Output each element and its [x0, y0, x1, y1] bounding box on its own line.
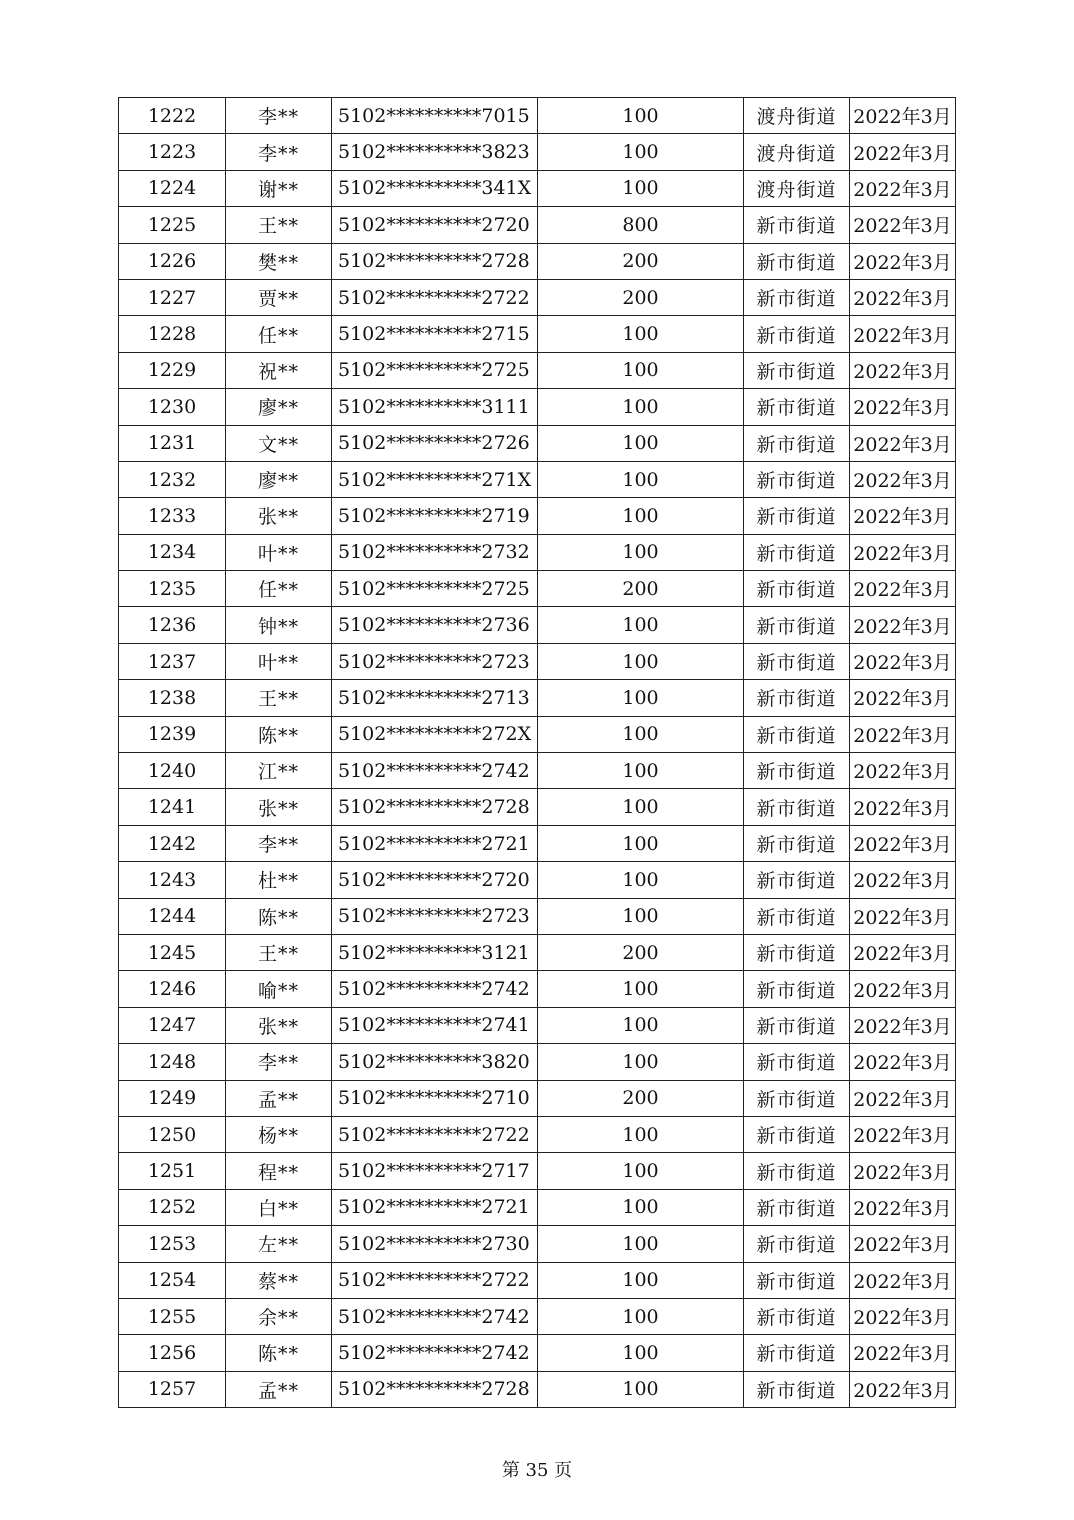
street-cell: 新市街道: [744, 1080, 850, 1116]
id-number-cell: 5102**********2742: [332, 971, 538, 1007]
amount-cell: 100: [538, 134, 744, 170]
street-cell: 新市街道: [744, 1226, 850, 1262]
amount-cell: 800: [538, 207, 744, 243]
street-cell: 新市街道: [744, 789, 850, 825]
id-number-cell: 5102**********2717: [332, 1153, 538, 1189]
id-number-cell: 5102**********2728: [332, 243, 538, 279]
name-cell: 孟**: [226, 1080, 332, 1116]
table-row: [119, 862, 956, 898]
row-number-cell: 1242: [119, 825, 226, 861]
amount-cell: 100: [538, 898, 744, 934]
date-cell: 2022年3月: [850, 825, 956, 861]
row-number-cell: 1223: [119, 134, 226, 170]
street-cell: 渡舟街道: [744, 170, 850, 206]
id-number-cell: 5102**********2742: [332, 753, 538, 789]
id-number-cell: 5102**********2725: [332, 352, 538, 388]
id-number-cell: 5102**********2721: [332, 825, 538, 861]
date-cell: 2022年3月: [850, 1007, 956, 1043]
amount-cell: 200: [538, 571, 744, 607]
row-number-cell: 1254: [119, 1262, 226, 1298]
id-number-cell: 5102**********7015: [332, 98, 538, 134]
row-number-cell: 1230: [119, 389, 226, 425]
id-number-cell: 5102**********272X: [332, 716, 538, 752]
row-number-cell: 1232: [119, 461, 226, 497]
date-cell: 2022年3月: [850, 461, 956, 497]
street-cell: 新市街道: [744, 1335, 850, 1371]
table-row: [119, 243, 956, 279]
name-cell: 樊**: [226, 243, 332, 279]
table-row: [119, 498, 956, 534]
row-number-cell: 1247: [119, 1007, 226, 1043]
street-cell: 新市街道: [744, 461, 850, 497]
amount-cell: 100: [538, 1335, 744, 1371]
row-number-cell: 1239: [119, 716, 226, 752]
date-cell: 2022年3月: [850, 170, 956, 206]
street-cell: 新市街道: [744, 1153, 850, 1189]
name-cell: 白**: [226, 1189, 332, 1225]
date-cell: 2022年3月: [850, 425, 956, 461]
table-row: [119, 170, 956, 206]
table-row: [119, 1044, 956, 1080]
id-number-cell: 5102**********2722: [332, 1262, 538, 1298]
amount-cell: 200: [538, 1080, 744, 1116]
street-cell: 新市街道: [744, 1007, 850, 1043]
date-cell: 2022年3月: [850, 1298, 956, 1334]
row-number-cell: 1250: [119, 1116, 226, 1152]
date-cell: 2022年3月: [850, 1189, 956, 1225]
name-cell: 喻**: [226, 971, 332, 1007]
name-cell: 张**: [226, 498, 332, 534]
table-row: [119, 680, 956, 716]
street-cell: 新市街道: [744, 1189, 850, 1225]
row-number-cell: 1256: [119, 1335, 226, 1371]
table-row: [119, 898, 956, 934]
street-cell: 新市街道: [744, 498, 850, 534]
date-cell: 2022年3月: [850, 643, 956, 679]
date-cell: 2022年3月: [850, 1226, 956, 1262]
table-row: [119, 607, 956, 643]
name-cell: 杨**: [226, 1116, 332, 1152]
row-number-cell: 1226: [119, 243, 226, 279]
name-cell: 谢**: [226, 170, 332, 206]
id-number-cell: 5102**********2720: [332, 207, 538, 243]
id-number-cell: 5102**********2736: [332, 607, 538, 643]
amount-cell: 200: [538, 243, 744, 279]
street-cell: 新市街道: [744, 643, 850, 679]
street-cell: 新市街道: [744, 534, 850, 570]
street-cell: 新市街道: [744, 352, 850, 388]
amount-cell: 100: [538, 316, 744, 352]
street-cell: 新市街道: [744, 571, 850, 607]
street-cell: 新市街道: [744, 207, 850, 243]
street-cell: 新市街道: [744, 971, 850, 1007]
name-cell: 蔡**: [226, 1262, 332, 1298]
street-cell: 新市街道: [744, 862, 850, 898]
id-number-cell: 5102**********271X: [332, 461, 538, 497]
table-row: [119, 461, 956, 497]
id-number-cell: 5102**********3823: [332, 134, 538, 170]
name-cell: 杜**: [226, 862, 332, 898]
id-number-cell: 5102**********2742: [332, 1335, 538, 1371]
row-number-cell: 1243: [119, 862, 226, 898]
row-number-cell: 1229: [119, 352, 226, 388]
id-number-cell: 5102**********2713: [332, 680, 538, 716]
street-cell: 新市街道: [744, 279, 850, 315]
name-cell: 贾**: [226, 279, 332, 315]
table-row: [119, 534, 956, 570]
row-number-cell: 1227: [119, 279, 226, 315]
street-cell: 新市街道: [744, 898, 850, 934]
name-cell: 叶**: [226, 534, 332, 570]
row-number-cell: 1241: [119, 789, 226, 825]
id-number-cell: 5102**********2730: [332, 1226, 538, 1262]
street-cell: 新市街道: [744, 1262, 850, 1298]
table-row: [119, 971, 956, 1007]
row-number-cell: 1257: [119, 1371, 226, 1407]
name-cell: 王**: [226, 207, 332, 243]
subsidy-table: [118, 97, 956, 1408]
amount-cell: 100: [538, 607, 744, 643]
street-cell: 新市街道: [744, 825, 850, 861]
table-row: [119, 789, 956, 825]
id-number-cell: 5102**********2732: [332, 534, 538, 570]
row-number-cell: 1225: [119, 207, 226, 243]
street-cell: 新市街道: [744, 389, 850, 425]
amount-cell: 100: [538, 352, 744, 388]
street-cell: 新市街道: [744, 1044, 850, 1080]
name-cell: 李**: [226, 98, 332, 134]
name-cell: 张**: [226, 1007, 332, 1043]
date-cell: 2022年3月: [850, 207, 956, 243]
name-cell: 张**: [226, 789, 332, 825]
amount-cell: 100: [538, 716, 744, 752]
date-cell: 2022年3月: [850, 1335, 956, 1371]
name-cell: 陈**: [226, 716, 332, 752]
table-row: [119, 934, 956, 970]
table-row: [119, 134, 956, 170]
street-cell: 新市街道: [744, 1371, 850, 1407]
row-number-cell: 1234: [119, 534, 226, 570]
date-cell: 2022年3月: [850, 1262, 956, 1298]
date-cell: 2022年3月: [850, 971, 956, 1007]
amount-cell: 100: [538, 643, 744, 679]
street-cell: 渡舟街道: [744, 134, 850, 170]
name-cell: 李**: [226, 134, 332, 170]
table-row: [119, 1153, 956, 1189]
id-number-cell: 5102**********2725: [332, 571, 538, 607]
date-cell: 2022年3月: [850, 680, 956, 716]
name-cell: 任**: [226, 571, 332, 607]
row-number-cell: 1222: [119, 98, 226, 134]
date-cell: 2022年3月: [850, 1116, 956, 1152]
id-number-cell: 5102**********3111: [332, 389, 538, 425]
date-cell: 2022年3月: [850, 753, 956, 789]
table-row: [119, 1226, 956, 1262]
row-number-cell: 1240: [119, 753, 226, 789]
amount-cell: 100: [538, 534, 744, 570]
row-number-cell: 1237: [119, 643, 226, 679]
table-row: [119, 1298, 956, 1334]
row-number-cell: 1244: [119, 898, 226, 934]
name-cell: 钟**: [226, 607, 332, 643]
name-cell: 孟**: [226, 1371, 332, 1407]
name-cell: 李**: [226, 1044, 332, 1080]
street-cell: 新市街道: [744, 934, 850, 970]
date-cell: 2022年3月: [850, 389, 956, 425]
street-cell: 新市街道: [744, 425, 850, 461]
name-cell: 陈**: [226, 1335, 332, 1371]
amount-cell: 100: [538, 789, 744, 825]
table-row: [119, 825, 956, 861]
amount-cell: 100: [538, 389, 744, 425]
id-number-cell: 5102**********2720: [332, 862, 538, 898]
row-number-cell: 1246: [119, 971, 226, 1007]
table-row: [119, 1116, 956, 1152]
date-cell: 2022年3月: [850, 316, 956, 352]
table-row: [119, 716, 956, 752]
street-cell: 新市街道: [744, 243, 850, 279]
table-row: [119, 1335, 956, 1371]
name-cell: 祝**: [226, 352, 332, 388]
street-cell: 新市街道: [744, 753, 850, 789]
amount-cell: 100: [538, 753, 744, 789]
name-cell: 叶**: [226, 643, 332, 679]
table-row: [119, 1080, 956, 1116]
row-number-cell: 1253: [119, 1226, 226, 1262]
name-cell: 王**: [226, 934, 332, 970]
amount-cell: 100: [538, 170, 744, 206]
row-number-cell: 1224: [119, 170, 226, 206]
id-number-cell: 5102**********2715: [332, 316, 538, 352]
table-row: [119, 316, 956, 352]
amount-cell: 100: [538, 971, 744, 1007]
table-row: [119, 425, 956, 461]
table-row: [119, 1007, 956, 1043]
name-cell: 廖**: [226, 461, 332, 497]
row-number-cell: 1228: [119, 316, 226, 352]
id-number-cell: 5102**********2723: [332, 898, 538, 934]
table-row: [119, 352, 956, 388]
id-number-cell: 5102**********2742: [332, 1298, 538, 1334]
name-cell: 任**: [226, 316, 332, 352]
date-cell: 2022年3月: [850, 607, 956, 643]
date-cell: 2022年3月: [850, 1371, 956, 1407]
table-row: [119, 1262, 956, 1298]
name-cell: 文**: [226, 425, 332, 461]
table-row: [119, 279, 956, 315]
row-number-cell: 1251: [119, 1153, 226, 1189]
amount-cell: 100: [538, 1153, 744, 1189]
date-cell: 2022年3月: [850, 98, 956, 134]
id-number-cell: 5102**********2710: [332, 1080, 538, 1116]
table-row: [119, 207, 956, 243]
name-cell: 程**: [226, 1153, 332, 1189]
name-cell: 陈**: [226, 898, 332, 934]
page-number: 第 35 页: [501, 1460, 573, 1481]
id-number-cell: 5102**********2726: [332, 425, 538, 461]
date-cell: 2022年3月: [850, 279, 956, 315]
amount-cell: 100: [538, 1007, 744, 1043]
id-number-cell: 5102**********2722: [332, 1116, 538, 1152]
table-row: [119, 389, 956, 425]
amount-cell: 100: [538, 498, 744, 534]
amount-cell: 100: [538, 1044, 744, 1080]
amount-cell: 100: [538, 98, 744, 134]
date-cell: 2022年3月: [850, 934, 956, 970]
id-number-cell: 5102**********2719: [332, 498, 538, 534]
street-cell: 新市街道: [744, 316, 850, 352]
street-cell: 渡舟街道: [744, 98, 850, 134]
name-cell: 李**: [226, 825, 332, 861]
row-number-cell: 1238: [119, 680, 226, 716]
street-cell: 新市街道: [744, 716, 850, 752]
table-row: [119, 1189, 956, 1225]
id-number-cell: 5102**********2723: [332, 643, 538, 679]
date-cell: 2022年3月: [850, 716, 956, 752]
row-number-cell: 1233: [119, 498, 226, 534]
date-cell: 2022年3月: [850, 862, 956, 898]
id-number-cell: 5102**********2722: [332, 279, 538, 315]
id-number-cell: 5102**********2728: [332, 1371, 538, 1407]
amount-cell: 100: [538, 1371, 744, 1407]
date-cell: 2022年3月: [850, 571, 956, 607]
table-row: [119, 98, 956, 134]
date-cell: 2022年3月: [850, 534, 956, 570]
amount-cell: 100: [538, 461, 744, 497]
amount-cell: 100: [538, 1189, 744, 1225]
date-cell: 2022年3月: [850, 1153, 956, 1189]
name-cell: 余**: [226, 1298, 332, 1334]
amount-cell: 200: [538, 934, 744, 970]
row-number-cell: 1255: [119, 1298, 226, 1334]
date-cell: 2022年3月: [850, 898, 956, 934]
name-cell: 左**: [226, 1226, 332, 1262]
id-number-cell: 5102**********2728: [332, 789, 538, 825]
date-cell: 2022年3月: [850, 789, 956, 825]
date-cell: 2022年3月: [850, 352, 956, 388]
street-cell: 新市街道: [744, 1116, 850, 1152]
table-row: [119, 643, 956, 679]
name-cell: 王**: [226, 680, 332, 716]
street-cell: 新市街道: [744, 680, 850, 716]
amount-cell: 100: [538, 1226, 744, 1262]
row-number-cell: 1252: [119, 1189, 226, 1225]
row-number-cell: 1245: [119, 934, 226, 970]
table-row: [119, 571, 956, 607]
date-cell: 2022年3月: [850, 1044, 956, 1080]
date-cell: 2022年3月: [850, 243, 956, 279]
row-number-cell: 1235: [119, 571, 226, 607]
id-number-cell: 5102**********2741: [332, 1007, 538, 1043]
amount-cell: 200: [538, 279, 744, 315]
date-cell: 2022年3月: [850, 134, 956, 170]
amount-cell: 100: [538, 825, 744, 861]
amount-cell: 100: [538, 1116, 744, 1152]
row-number-cell: 1249: [119, 1080, 226, 1116]
date-cell: 2022年3月: [850, 498, 956, 534]
id-number-cell: 5102**********2721: [332, 1189, 538, 1225]
amount-cell: 100: [538, 680, 744, 716]
amount-cell: 100: [538, 1262, 744, 1298]
street-cell: 新市街道: [744, 607, 850, 643]
table-row: [119, 753, 956, 789]
table-body: [119, 98, 956, 1408]
id-number-cell: 5102**********3820: [332, 1044, 538, 1080]
table-row: [119, 1371, 956, 1407]
id-number-cell: 5102**********341X: [332, 170, 538, 206]
row-number-cell: 1248: [119, 1044, 226, 1080]
name-cell: 江**: [226, 753, 332, 789]
row-number-cell: 1231: [119, 425, 226, 461]
amount-cell: 100: [538, 862, 744, 898]
date-cell: 2022年3月: [850, 1080, 956, 1116]
row-number-cell: 1236: [119, 607, 226, 643]
street-cell: 新市街道: [744, 1298, 850, 1334]
name-cell: 廖**: [226, 389, 332, 425]
amount-cell: 100: [538, 1298, 744, 1334]
amount-cell: 100: [538, 425, 744, 461]
id-number-cell: 5102**********3121: [332, 934, 538, 970]
